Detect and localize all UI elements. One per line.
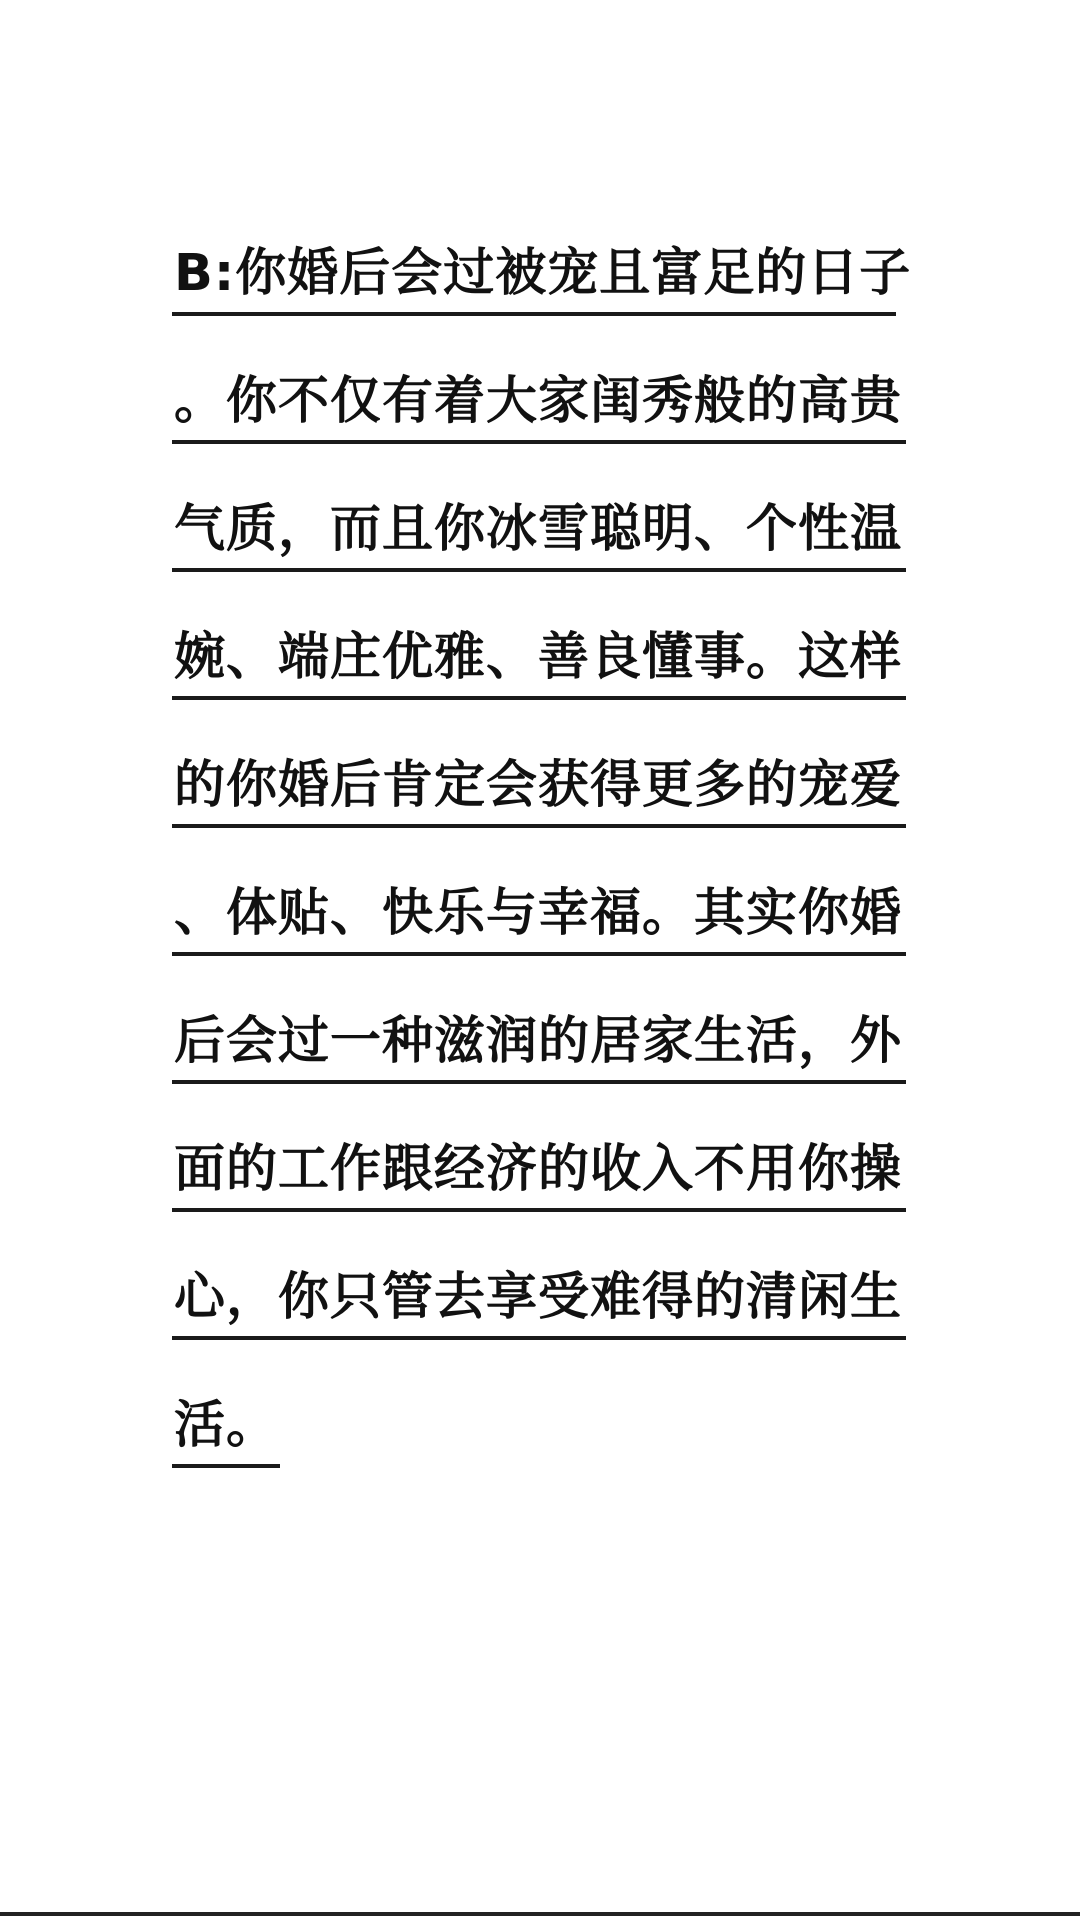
text-line-8-text: 面的工作跟经济的收入不用你操 (174, 1140, 903, 1199)
text-line-4-text: 婉、端庄优雅、善良懂事。这样 (174, 628, 903, 687)
text-line-2-underline (172, 440, 906, 444)
text-line-9 (174, 1262, 910, 1390)
text-line-2-text: 。你不仅有着大家闺秀般的高贵 (174, 372, 903, 431)
text-line-7 (174, 1006, 910, 1134)
text-line-8 (174, 1134, 910, 1262)
text-line-10-text: 活。 (174, 1396, 279, 1455)
text-line-6-text: 、体贴、快乐与幸福。其实你婚 (174, 884, 903, 943)
bottom-border (0, 1912, 1080, 1916)
text-line-4-underline (172, 696, 906, 700)
text-line-4 (174, 622, 910, 750)
text-line-1-text: B:你婚后会过被宠且富足的日子 (174, 244, 912, 303)
text-line-9-text: 心，你只管去享受难得的清闲生 (174, 1268, 903, 1327)
text-line-3 (174, 494, 910, 622)
text-line-10-underline (172, 1464, 280, 1468)
text-line-8-underline (172, 1208, 906, 1212)
text-line-9-underline (172, 1336, 906, 1340)
text-line-6-underline (172, 952, 906, 956)
text-line-10 (174, 1390, 910, 1518)
text-line-5-underline (172, 824, 906, 828)
text-line-3-text: 气质，而且你冰雪聪明、个性温 (174, 500, 903, 559)
text-line-1 (174, 238, 910, 366)
text-block (174, 238, 910, 1518)
text-line-2 (174, 366, 910, 494)
text-line-7-text: 后会过一种滋润的居家生活，外 (174, 1012, 903, 1071)
text-line-7-underline (172, 1080, 906, 1084)
text-line-5 (174, 750, 910, 878)
text-line-6 (174, 878, 910, 1006)
text-line-1-underline (172, 312, 896, 316)
text-line-3-underline (172, 568, 906, 572)
text-line-5-text: 的你婚后肯定会获得更多的宠爱 (174, 756, 903, 815)
